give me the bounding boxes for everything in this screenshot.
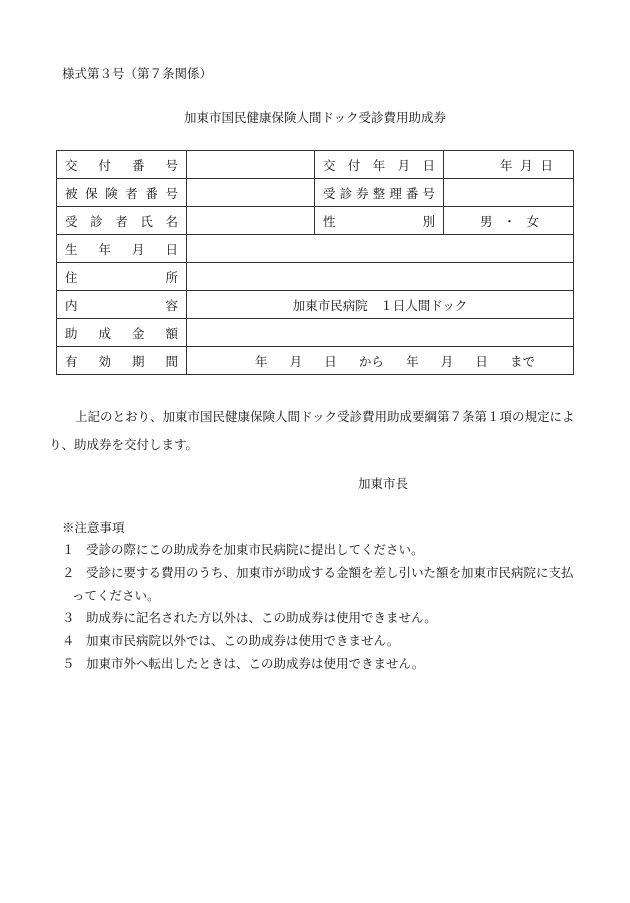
gender-label: [315, 207, 444, 235]
note-item: [62, 538, 582, 561]
label-char: 被: [65, 185, 78, 201]
label-char: 月: [520, 157, 533, 173]
label-char: から: [358, 353, 384, 369]
note-item: [62, 561, 582, 607]
label-char: 受: [65, 213, 78, 229]
exam-ticket-number-label: [315, 179, 444, 207]
table-row: [57, 263, 574, 291]
note-text: 受診の際にこの助成券を加東市民病院に提出してください。: [86, 542, 424, 557]
label-char: 名: [165, 213, 178, 229]
label-char: 男: [480, 213, 493, 229]
label-char: 付: [98, 157, 111, 173]
note-text: 加東市民病院以外では、この助成券は使用できません。: [86, 633, 400, 648]
insured-number-field[interactable]: [187, 179, 315, 207]
label-char: 付: [347, 157, 361, 173]
label-char: 年: [406, 353, 419, 369]
label-char: 女: [526, 213, 539, 229]
table-row: [57, 235, 574, 263]
birthdate-label: [57, 235, 187, 263]
label-char: 月: [289, 353, 303, 369]
note-item: [62, 652, 582, 675]
label-char: 金: [131, 325, 145, 341]
examinee-name-field[interactable]: [187, 207, 315, 235]
body-paragraph: [49, 403, 578, 459]
label-char: 号: [422, 185, 435, 201]
label-char: 月: [397, 157, 411, 173]
label-char: 氏: [140, 213, 153, 229]
issue-number-label: [57, 151, 187, 179]
validity-period-label: [57, 347, 187, 375]
examinee-name-label: [57, 207, 187, 235]
table-row: [57, 179, 574, 207]
note-text: 加東市外へ転出したときは、この助成券は使用できません。: [86, 656, 425, 671]
label-char: 者: [125, 185, 138, 201]
note-text: 助成券に記名された方以外は、この助成券は使用できません。: [86, 610, 437, 625]
issue-number-field[interactable]: [187, 151, 315, 179]
label-char: 年: [98, 241, 111, 257]
label-char: 受: [323, 185, 336, 201]
label-char: 番: [131, 157, 145, 173]
table-row: [57, 151, 574, 179]
label-char: 保: [85, 185, 98, 201]
notes-heading: ※注意事項: [62, 520, 125, 535]
table-row: [57, 291, 574, 319]
label-char: 住: [65, 269, 78, 285]
label-char: 診: [339, 185, 353, 201]
label-char: 容: [165, 297, 178, 313]
note-item: [62, 629, 582, 652]
address-field[interactable]: [187, 263, 574, 291]
label-char: 助: [65, 325, 78, 341]
label-char: 日: [475, 353, 488, 369]
label-char: 理: [389, 185, 402, 201]
label-char: 号: [165, 157, 178, 173]
label-char: 者: [115, 213, 128, 229]
label-char: 額: [165, 325, 178, 341]
gender-field[interactable]: [444, 207, 574, 235]
issue-date-field[interactable]: [444, 151, 574, 179]
table-row: [57, 207, 574, 235]
label-char: 険: [105, 185, 118, 201]
insured-number-label: [57, 179, 187, 207]
table-row: [57, 319, 574, 347]
address-label: [57, 263, 187, 291]
note-number: ２: [62, 565, 75, 580]
note-text-continuation: ってください。: [72, 588, 160, 603]
body-line-2: り、助成券を交付します。: [49, 437, 199, 452]
label-char: 交: [323, 157, 336, 173]
label-char: 号: [165, 185, 178, 201]
label-char: 期: [131, 353, 145, 369]
label-char: まで: [509, 353, 535, 369]
table-row: [57, 347, 574, 375]
label-char: 月: [131, 241, 145, 257]
label-char: 内: [65, 297, 78, 313]
label-char: 年: [372, 157, 386, 173]
note-item: [62, 606, 582, 629]
label-char: 番: [145, 185, 158, 201]
body-line-1: 上記のとおり、加東市国民健康保険人間ドック受診費用助成要綱第７条第１項の規定によ: [75, 409, 575, 424]
label-char: 生: [65, 241, 78, 257]
note-number: ４: [62, 633, 75, 648]
label-char: 所: [165, 269, 178, 285]
note-number: ５: [62, 656, 75, 671]
note-text: 受診に要する費用のうち、加東市が助成する金額を差し引いた額を加東市民病院に支払: [86, 565, 574, 580]
label-char: 日: [165, 241, 178, 257]
label-char: 日: [324, 353, 337, 369]
label-char: 年: [500, 157, 513, 173]
label-char: 成: [98, 325, 111, 341]
subsidy-ticket-table: [56, 150, 574, 375]
form-number: 様式第３号（第７条関係）: [62, 66, 213, 81]
label-char: 間: [165, 353, 178, 369]
label-char: 交: [65, 157, 78, 173]
label-char: 効: [98, 353, 111, 369]
note-number: ３: [62, 610, 75, 625]
label-char: ・: [503, 213, 516, 229]
content-value: 加東市民病院 １日人間ドック: [187, 291, 574, 319]
label-char: 日: [422, 157, 435, 173]
subsidy-amount-label: [57, 319, 187, 347]
label-char: 年: [255, 353, 268, 369]
validity-period-field[interactable]: [187, 347, 574, 375]
birthdate-field[interactable]: [187, 235, 574, 263]
label-char: 券: [356, 185, 369, 201]
document-title: 加東市国民健康保険人間ドック受診費用助成券: [183, 110, 446, 125]
label-char: 診: [90, 213, 103, 229]
label-char: 整: [372, 185, 386, 201]
label-char: 有: [65, 353, 78, 369]
label-char: 別: [422, 213, 435, 229]
label-char: 番: [405, 185, 419, 201]
signatory: 加東市長: [358, 476, 409, 491]
label-char: 性: [323, 213, 336, 229]
content-label: [57, 291, 187, 319]
subsidy-amount-field[interactable]: [187, 319, 574, 347]
exam-ticket-number-field[interactable]: [444, 179, 574, 207]
issue-date-label: [315, 151, 444, 179]
label-char: 日: [540, 157, 553, 173]
label-char: 月: [440, 353, 454, 369]
note-number: １: [62, 542, 75, 557]
